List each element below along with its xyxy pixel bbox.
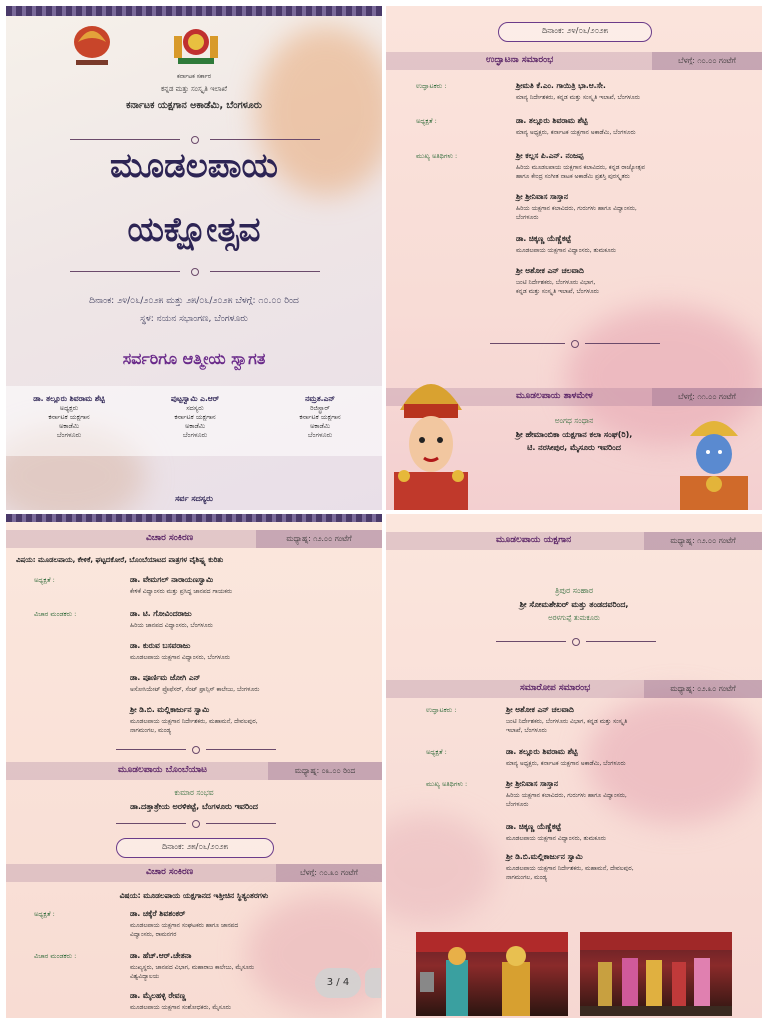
watercolor-splash [386, 814, 496, 924]
role-label: ಅಧ್ಯಕ್ಷತೆ : [34, 910, 55, 918]
dept-line: ಕನ್ನಡ ಮತ್ತು ಸಂಸ್ಕೃತಿ ಇಲಾಖೆ [160, 85, 228, 93]
signatory-name: ಪುಟ್ಟಸ್ವಾಮಿ ಎ.ಆರ್ [170, 394, 220, 403]
signatory-line: ಅಕಾಡೆಮಿ [58, 422, 80, 430]
person-name: ಡಾ. ಚಕ್ಕೆರೆ ಶಿವಶಂಕರ್ [130, 909, 186, 918]
signatory-line: ಬೆಂಗಳೂರು [307, 431, 333, 439]
talamela-title: ಮೂಡಲಪಾಯ ತಾಳಮೇಳ [516, 391, 593, 401]
signatory-name: ಡಾ. ತಲ್ಲೂರು ಶಿವರಾಮ ಶೆಟ್ಟಿ [33, 394, 105, 403]
page-indicator[interactable]: 3 / 4 [315, 968, 361, 998]
seminar-title: ವಿಚಾರ ಸಂಕಿರಣ [146, 533, 194, 543]
person-desc: ಮೂಡಲಪಾಯ ಯಕ್ಷಗಾನ ವಿದ್ವಾಂಸರು, ತುಮಕೂರು [506, 835, 606, 842]
person-name: ಶ್ರೀ ಶ್ರೀನಿವಾಸ ಸಾಸ್ತಾನ [516, 192, 569, 201]
person-name: ಡಾ. ಹೆಚ್.ಆರ್.ಚೇತನಾ [130, 951, 192, 960]
title-line-1: ಮೂಡಲಪಾಯ [110, 146, 278, 186]
talamela-place: ಟಿ. ನರಸೀಪುರ, ಮೈಸೂರು ಇವರಿಂದ [527, 443, 621, 452]
person-name: ಡಾ. ಟಿ. ಗೋವಿಂದರಾಜು [130, 609, 192, 618]
person-desc: ಬೆಂಗಳೂರು [506, 801, 529, 808]
akademi-logo-icon [70, 20, 114, 70]
person-desc: ಮೂಡಲಪಾಯ ಯಕ್ಷಗಾನ ನಿರ್ದೇಶಕರು, ಮಹಾಮನೆ, ದೇವಲಪುರ, [130, 718, 258, 725]
inauguration-time: ಬೆಳಗ್ಗೆ: ೧೦.೦೦ ಗಂಟೆಗೆ [652, 52, 762, 70]
signatory-line: ಬೆಂಗಳೂರು [182, 431, 208, 439]
puppetry-time: ಮಧ್ಯಾಹ್ನ: ೦೩.೦೦ ರಿಂದ [268, 762, 382, 780]
next-page-handle[interactable] [365, 968, 381, 998]
person-desc: ನಾಗಮಂಗಲ, ಮಂಡ್ಯ [130, 727, 172, 734]
signatory-name: ನಮ್ರತ.ಎನ್ [305, 394, 335, 403]
person-desc: ಇಲಾಖೆ, ಬೆಂಗಳೂರು [506, 727, 547, 734]
person-desc: ಮಾನ್ಯ ಅಧ್ಯಕ್ಷರು, ಕರ್ನಾಟಕ ಯಕ್ಷಗಾನ ಅಕಾಡೆಮಿ, ಬೆಂಗಳೂರು [516, 129, 636, 136]
signatory-1 [6, 394, 132, 440]
person-name: ಶ್ರೀ ಶ್ರೀನಿವಾಸ ಸಾಸ್ತಾನ [506, 779, 559, 788]
seminar-topic: ವಿಷಯ: ಮೂಡಲಪಾಯ, ಕೇಳಿಕೆ, ಘಟ್ಟದಕೋರೆ, ಬೊಂಬೆಯಾಟದ ಪಾತ್ರಗಳ ವೈಶಿಷ್ಟ್ಯ ಕುರಿತು [16, 556, 224, 564]
person-desc: ಹಿರಿಯ ಯಕ್ಷಗಾನ ಕಲಾವಿದರು, ಗುರುಗಳು ಹಾಗೂ ವಿದ್ವಾಂಸರು, [506, 792, 627, 799]
person-desc: ಹಿರಿಯ ಜಾನಪದ ವಿದ್ವಾಂಸರು, ಬೆಂಗಳೂರು [130, 622, 213, 629]
yakshagana-subtitle: ತ್ರಿಪುರ ಸಂಹಾರ [554, 586, 594, 595]
seminar-page [6, 514, 382, 1018]
signatory-line: ಕರ್ನಾಟಕ ಯಕ್ಷಗಾನ [174, 413, 216, 421]
person-desc: ಮೂಡಲಪಾಯ ಯಕ್ಷಗಾನ ನಿರ್ದೇಶಕರು, ಮಹಾಮನೆ, ದೇವಲಪುರ, [506, 865, 634, 872]
puppetry-by: ಡಾ.ದತ್ತಾತ್ರೇಯ ಅರಳಿಕಟ್ಟೆ, ಬೆಂಗಳೂರು ಇವರಿಂದ [130, 802, 258, 811]
person-desc: ಮೂಡಲಪಾಯ ಯಕ್ಷಗಾನ ವಿದ್ವಾಂಸರು, ತುಮಕೂರು [516, 247, 616, 254]
talamela-time: ಬೆಳಗ್ಗೆ: ೧೧.೦೦ ಗಂಟೆಗೆ [652, 388, 762, 406]
talamela-troupe: ಶ್ರೀ ಹೇಮಾಂಬಿಕಾ ಯಕ್ಷಗಾನ ಕಲಾ ಸಂಘ(ರಿ), [515, 430, 633, 439]
role-label: ಅಧ್ಯಕ್ಷತೆ : [426, 748, 447, 756]
date-pill: ದಿನಾಂಕ: ೨೪/೦೬/೨೦೨೫ [498, 22, 652, 42]
yakshagana-troupe: ಶ್ರೀ ಸೋಮಶೇಖರ್ ಮತ್ತು ತಂಡದವರಿಂದ, [519, 600, 629, 609]
person-desc: ಕನ್ನಡ ಮತ್ತು ಸಂಸ್ಕೃತಿ ಇಲಾಖೆ, ಬೆಂಗಳೂರು [516, 288, 599, 295]
seminar-time: ಮಧ್ಯಾಹ್ನ: ೧೨.೦೦ ಗಂಟೆಗೆ [256, 530, 382, 548]
inauguration-page [386, 6, 762, 510]
divider-ornament [490, 340, 660, 348]
venue-line: ಸ್ಥಳ: ನಯನ ಸಭಾಂಗಣ, ಬೆಂಗಳೂರು [140, 314, 248, 324]
role-label: ಅಧ್ಯಕ್ಷತೆ : [416, 117, 437, 125]
person-name: ಡಾ. ತಲ್ಲೂರು ಶಿವರಾಮ ಶೆಟ್ಟಿ [516, 116, 588, 125]
akademi-line: ಕರ್ನಾಟಕ ಯಕ್ಷಗಾನ ಅಕಾಡೆಮಿ, ಬೆಂಗಳೂರು [126, 100, 262, 111]
person-desc: ಹಿರಿಯ ಯಕ್ಷಗಾನ ಕಲಾವಿದರು, ಗುರುಗಳು ಹಾಗೂ ವಿದ್ವಾಂಸರು, [516, 205, 637, 212]
role-label: ಮುಖ್ಯ ಅತಿಥಿಗಳು : [416, 152, 458, 160]
person-name: ಡಾ. ತಲ್ಲೂರು ಶಿವರಾಮ ಶೆಟ್ಟಿ [506, 747, 578, 756]
divider-ornament [70, 136, 320, 144]
yakshagana-title: ಮೂಡಲಪಾಯ ಯಕ್ಷಗಾನ [496, 535, 572, 545]
top-border-pattern [6, 6, 382, 16]
divider-ornament [116, 820, 276, 828]
person-desc: ಮಾನ್ಯ ಅಧ್ಯಕ್ಷರು, ಕರ್ನಾಟಕ ಯಕ್ಷಗಾನ ಅಕಾಡೆಮಿ, ಬೆಂಗಳೂರು [506, 760, 626, 767]
puppetry-title: ಮೂಡಲಪಾಯ ಬೊಂಬೆಯಾಟ [118, 765, 208, 775]
role-label: ವಿಚಾರ ಮಂಡಕರು : [34, 610, 77, 618]
divider-ornament [496, 638, 656, 646]
role-label: ಉದ್ಘಾಟಕರು : [426, 706, 457, 714]
person-desc: ಬೆಂಗಳೂರು [516, 214, 539, 221]
yakshagana-closing-page [386, 514, 762, 1018]
person-name: ಡಾ. ಚಿಕ್ಕಣ್ಣ ಯೆಣ್ಣೆಕಟ್ಟೆ [516, 234, 571, 243]
date-pill: ದಿನಾಂಕ: ೨೫/೦೬/೨೦೨೫ [116, 838, 274, 858]
date-line: ದಿನಾಂಕ: ೨೪/೦೬/೨೦೨೫ ಮತ್ತು ೨೫/೦೬/೨೦೨೫ ಬೆಳಗ್ಗೆ: ೧೦.೦೦ ರಿಂದ [89, 296, 299, 306]
role-label: ಅಧ್ಯಕ್ಷತೆ : [34, 576, 55, 584]
footer-members: ಸರ್ವ ಸದಸ್ಯರು [175, 494, 213, 503]
welcome-text: ಸರ್ವರಿಗೂ ಆತ್ಮೀಯ ಸ್ವಾಗತ [122, 349, 266, 368]
title-line-2: ಯಕ್ಷೋತ್ಸವ [127, 210, 261, 250]
puppetry-subtitle: ಕುಮಾರ ಸಂಭವ [174, 788, 214, 797]
person-name: ಡಾ. ಮೈಲಹಳ್ಳಿ ರೇವಣ್ಣ [130, 991, 186, 1000]
invitation-cover-page [6, 6, 382, 510]
signatory-line: ರಿಜಿಸ್ಟ್ರಾರ್ [310, 404, 330, 412]
signatory-line: ಅಧ್ಯಕ್ಷರು [59, 404, 79, 412]
person-desc: ಜಂಟಿ ನಿರ್ದೇಶಕರು, ಬೆಂಗಳೂರು ವಿಭಾಗ, [516, 279, 596, 286]
person-name: ಶ್ರೀ ಡಿ.ಬಿ. ಮಲ್ಲಿಕಾರ್ಜುನ ಸ್ವಾಮಿ [130, 705, 210, 714]
person-name: ಶ್ರೀಮತಿ ಕೆ.ಎಂ. ಗಾಯಿತ್ರಿ ಭಾ.ಆ.ಸೇ. [516, 81, 606, 90]
seminar2-time: ಬೆಳಗ್ಗೆ: ೧೦.೩೦ ಗಂಟೆಗೆ [276, 864, 382, 882]
karnataka-emblem-icon [168, 22, 224, 72]
yakshagana-character-art [386, 364, 476, 510]
person-desc: ಮಾನ್ಯ ನಿರ್ದೇಶಕರು, ಕನ್ನಡ ಮತ್ತು ಸಂಸ್ಕೃತಿ ಇಲಾಖೆ, ಬೆಂಗಳೂರು [516, 94, 640, 101]
person-desc: ಕೇಳಿಕೆ ವಿದ್ವಾಂಸರು ಮತ್ತು ಪ್ರಸಿದ್ಧ ಜಾನಪದ ಗಾಯಕರು [130, 588, 233, 595]
person-desc: ವಿಶ್ವವಿದ್ಯಾಲಯ [130, 973, 160, 980]
signatory-line: ಸದಸ್ಯರು [186, 404, 204, 412]
seminar2-title: ವಿಚಾರ ಸಂಕಿರಣ [146, 867, 194, 877]
role-label: ವಿಚಾರ ಮಂಡಕರು : [34, 952, 77, 960]
top-border-pattern [6, 514, 382, 522]
person-desc: ಮೂಡಲಪಾಯ ಯಕ್ಷಗಾನ ವಿದ್ವಾಂಸರು, ಬೆಂಗಳೂರು [130, 654, 230, 661]
performance-photo-2 [580, 932, 732, 1016]
person-name: ಶ್ರೀ ಕಲ್ಲಸ ಪಿ.ಎನ್. ನಂಜಪ್ಪ [516, 151, 584, 160]
closing-title: ಸಮಾರೋಪ ಸಮಾರಂಭ [520, 683, 591, 693]
signatory-line: ಬೆಂಗಳೂರು [56, 431, 82, 439]
yakshagana-time: ಮಧ್ಯಾಹ್ನ: ೧೨.೦೦ ಗಂಟೆಗೆ [644, 532, 762, 550]
person-name: ಡಾ. ವೇಮಗಲ್ ನಾರಾಯಣಸ್ವಾಮಿ [130, 575, 214, 584]
person-name: ಶ್ರೀ ಅಶೋಕ ಎನ್ ಚಲವಾದಿ [506, 705, 574, 714]
divider-ornament [70, 268, 320, 276]
signatory-2 [132, 394, 258, 440]
performance-photo-1 [416, 932, 568, 1016]
person-desc: ಅಸೋಸಿಯೇಟ್ ಪ್ರೊಫೆಸರ್, ಸೆಂಟ್ ಫ್ರಾನ್ಸಿಸ್ ಕಾಲೇಜು, ಬೆಂಗಳೂರು [130, 686, 260, 693]
gov-line: ಕರ್ನಾಟಕ ಸರ್ಕಾರ [176, 73, 212, 80]
signatory-3 [258, 394, 382, 440]
person-desc: ಮೂಡಲಪಾಯ ಯಕ್ಷಗಾನ ಸಂಘಟಕರು ಹಾಗೂ ಜಾನಪದ [130, 922, 239, 929]
person-desc: ನಾಗಮಂಗಲ, ಮಂಡ್ಯ [506, 874, 548, 881]
talamela-subtitle: ಅಂಗಧ ಸಂಧಾನ [554, 416, 594, 425]
signatory-line: ಕರ್ನಾಟಕ ಯಕ್ಷಗಾನ [299, 413, 341, 421]
closing-time: ಮಧ್ಯಾಹ್ನ: ೦೨.೩೦ ಗಂಟೆಗೆ [644, 680, 762, 698]
person-desc: ಹಾಗೂ ಕೇಂದ್ರ ಸಂಗೀತ ನಾಟಕ ಅಕಾಡೆಮಿ ಪ್ರಶಸ್ತಿ ಪುರಸ್ಕೃತರು [516, 173, 630, 180]
signatory-line: ಅಕಾಡೆಮಿ [309, 422, 331, 430]
divider-ornament [116, 746, 276, 754]
role-label: ಉದ್ಘಾಟಕರು : [416, 82, 447, 90]
krishna-character-art [666, 410, 762, 510]
role-label: ಮುಖ್ಯ ಅತಿಥಿಗಳು : [426, 780, 468, 788]
person-desc: ಹಿರಿಯ ಮೂಡಲಪಾಯ ಯಕ್ಷಗಾನ ಕಲಾವಿದರು, ಕನ್ನಡ ರಾಜ್ಯೋತ್ಸವ [516, 164, 645, 171]
inauguration-title: ಉದ್ಘಾಟನಾ ಸಮಾರಂಭ [486, 55, 554, 65]
person-desc: ಮೂಡಲಪಾಯ ಯಕ್ಷಗಾನ ಸಂಶೋಧಕರು, ಮೈಸೂರು [130, 1004, 231, 1011]
person-desc: ಜಂಟಿ ನಿರ್ದೇಶಕರು, ಬೆಂಗಳೂರು ವಿಭಾಗ, ಕನ್ನಡ ಮತ್ತು ಸಂಸ್ಕೃತಿ [506, 718, 628, 725]
seminar2-topic: ವಿಷಯ: ಮೂಡಲಪಾಯ ಯಕ್ಷಗಾನದ ಇತ್ತೀಚಿನ ಸ್ಥಿತ್ಯಂತರಗಳು [119, 891, 269, 900]
person-name: ಡಾ. ಚಿಕ್ಕಣ್ಣ ಯೆಣ್ಣೆಕಟ್ಟೆ [506, 822, 561, 831]
person-name: ಡಾ. ಕುರುವ ಬಸವರಾಜು [130, 641, 191, 650]
watercolor-splash [586, 694, 762, 824]
signatory-line: ಕರ್ನಾಟಕ ಯಕ್ಷಗಾನ [48, 413, 90, 421]
person-name: ಶ್ರೀ ಡಿ.ಬಿ.ಮಲ್ಲಿಕಾರ್ಜುನ ಸ್ವಾಮಿ [506, 852, 583, 861]
person-desc: ವಿದ್ವಾಂಸರು, ರಾಮನಗರ [130, 931, 177, 938]
signatory-line: ಅಕಾಡೆಮಿ [184, 422, 206, 430]
person-name: ಡಾ. ಪೂರ್ಣಿಮ ಜೋಗಿ ಎನ್ [130, 673, 201, 682]
person-desc: ಮುಖ್ಯಸ್ಥರು, ಜಾನಪದ ವಿಭಾಗ, ಮಹಾರಾಜ ಕಾಲೇಜು, ಮೈಸೂರು [130, 964, 255, 971]
watercolor-splash [246, 894, 382, 1014]
yakshagana-place: ಅರಳಗುಪ್ಪೆ ತುಮಕೂರು [548, 614, 600, 622]
person-name: ಶ್ರೀ ಅಶೋಕ ಎನ್ ಚಲವಾದಿ [516, 266, 584, 275]
